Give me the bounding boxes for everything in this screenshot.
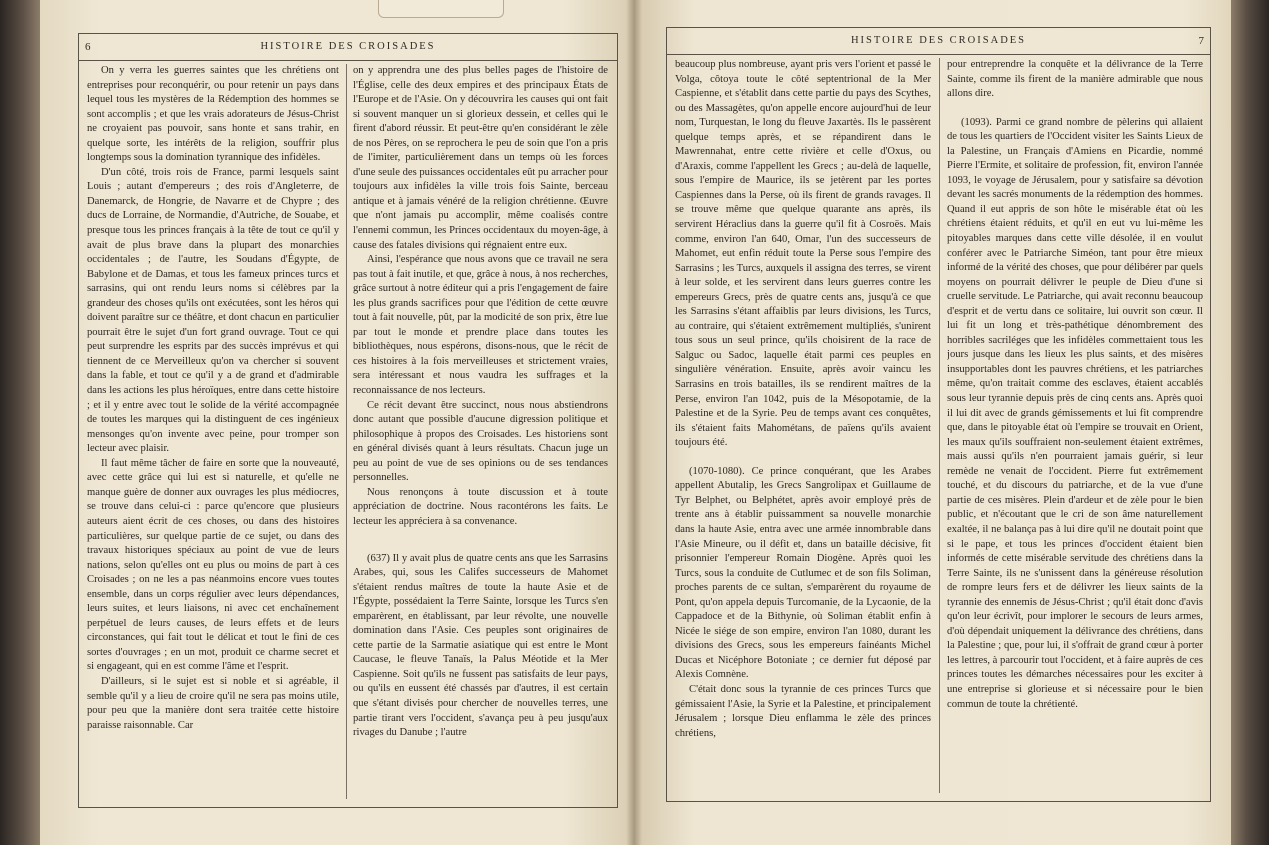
left-running-head: HISTOIRE DES CROISADES [260,41,436,52]
paragraph: C'était donc sous la tyrannie de ces princes Turcs que gémissaient l'Asie, la Syrie et la Palestine, et principalement Jérusalem ; lorsque Dieu enflamma le zèle des princes chrétiens, [675,683,931,739]
book-cover-left-edge [0,0,40,845]
paragraph: D'ailleurs, si le sujet est si noble et si agréable, il semble qu'il y a lieu de croire qu'il ne sera pas moins utile, pour peu que la manière dont sera traitée cette histoire paraisse raisonnable. Car [87,675,339,731]
right-page-number: 7 [1198,35,1204,47]
right-running-head-bar [667,28,1210,55]
left-page [40,0,634,845]
left-page-number: 6 [85,41,91,53]
book-gutter [626,0,642,845]
right-page-frame [666,27,1211,802]
column-divider [346,64,347,799]
paragraph: Nous renonçons à toute discussion et à toute appréciation de doctrine. Nous racontérons les faits. Le lecteur les appréciera à sa convenance. [353,486,608,527]
paragraph: on y apprendra une des plus belles pages de l'histoire de l'Église, celle des deux empires et des principaux États de l'Europe et de l'Asie. On y découvrira les causes qui ont fait si souvent manquer un si glorieux dessein, et celles qui le firent d'abord réussir. Et peut-être qu'en considérant le zèle de nos Pères, on se reprochera le peu de soin que l'on a pris de l'imiter, particulièrement dans un temps où les forces d'une seule des puissances occidentales eût pu arracher pour toujours aux infidèles la ville trois fois Sainte, berceau antique et à jamais vénéré de la religion chrétienne. Œuvre que n'ont jamais pu accomplir, même coalisés contre l'ennemi commun, les Princes occidentaux du moyen-âge, à cause des fatales divisions qui régnaient entre eux. [353,65,608,251]
paragraph: (637) Il y avait plus de quatre cents ans que les Sarrasins Arabes, qui, sous les Califes successeurs de Mahomet s'étaient rendus maîtres de toute la haute Asie et de l'Égypte, possédaient la Terre Sainte, lorsque les Turcs s'en emparèrent, en établissant, par leur révolte, une nouvelle domination dans l'Asie. Ces peuples sont originaires de cette partie de la Sarmatie asiatique qui est entre le Mont Caucase, le fleuve Tanaïs, la Palus Méotide et la Mer Caspienne. Soit qu'ils ne fussent pas satisfaits de leur pays, ou qu'ils en eussent été chassés par d'autres, il est certain que s'étant divisés pour chercher de nouvelles terres, une partie tirant vers l'occident, s'avança peu à peu jusqu'aux rivages du Danube ; l'autre [353,552,608,739]
paragraph: Ainsi, l'espérance que nous avons que ce travail ne sera pas tout à fait inutile, et que, grâce à nous, à nos recherches, grâce surtout à notre éditeur qui a pris l'engagement de faire les plus grands sacrifices pour que l'édition de cette œuvre tout à fait nouvelle, pût, par la modicité de son prix, être lue par tout le monde et prendre place dans toutes les bibliothèques, nous espérons, disons-nous, que le récit de ces histoires à la fois merveilleuses et strictement vraies, sera intéressant et nous vaudra les suffrages et la reconnaissance de nos lecteurs. [353,254,608,397]
left-column-2 [353,64,608,801]
paragraph: (1093). Parmi ce grand nombre de pèlerins qui allaient de tous les quartiers de l'Occident visiter les Saints Lieux de la Palestine, un Français d'Amiens en Picardie, nommé Pierre l'Ermite, et solitaire de profession, fit, environ l'année 1093, le voyage de Jérusalem, pour y satisfaire sa dévotion devant les sacrés monuments de la rédemption des hommes. Quand il eut appris de son hôte le misérable état où les chrétiens étaient réduits, et qu'il en eut vu lui-même les pitoyables marques dans cette ville désolée, il en voulut conférer avec le Patriarche Siméon, tant pour être mieux informé de la vérité des choses, que pour délibérer par quels moyens on pourrait délivrer le peuple de Dieu d'une si cruelle servitude. Le Patriarche, qui avait reconnu beaucoup d'esprit et de vertu dans ce solitaire, lui ouvrit son cœur. Il lui fit un long et très-pathétique dénombrement des horribles sacriléges que les infidèles commettaient tous les jours jusque dans les lieux les plus saints, et des misères insupportables dont les pauvres chrétiens, et les patriarches même, qu'on traitait comme des esclaves, étaient accablés sous leur tyrannie depuis près de cinq cents ans. Après quoi il lui dit avec de grands gémissements et lui fit comprendre que, dans le pitoyable état où l'empire se trouvait en Orient, les maux qu'ils souffraient non-seulement étaient extrêmes, mais aussi qu'ils n'en pourraient jamais guérir, si leur remède ne venait de l'occident. Pierre fut extrêmement touché, et du discours du patriarche, et de la vue d'une partie de ces misères. Plein d'ardeur et de zèle pour le bien public, et n'écoutant que le cri de son âme naturellement exaltée, il ne balança pas à lui dire qu'il ne doutait point que si le pape, et tous les princes d'occident étaient bien informés de cette misérable servitude des chrétiens dans la Terre Sainte, ils ne s'unissent dans la généreuse résolution de rompre leurs fers et de délivrer les lieux saints de la tyrannie des ennemis de Jésus-Christ ; qu'il était donc d'avis qu'on leur écrivît, pour implorer le secours de leurs armes, d'où dépendait uniquement la délivrance des chrétiens, dans la Palestine ; que, pour lui, il s'offrait de grand cœur à porter les lettres, à parcourir tout l'occident, et à faire auprès de ces princes toutes les démarches nécessaires pour les exciter à une entreprise si glorieuse et si nécessaire pour le bien commun de toute la chrétienté. [947,116,1203,710]
right-running-head: HISTOIRE DES CROISADES [850,35,1027,46]
left-running-head-bar [79,34,617,61]
column-divider [939,58,940,793]
left-page-frame [78,33,618,808]
paragraph: Il faut même tâcher de faire en sorte que la nouveauté, avec cette grâce qui lui est si naturelle, et qu'elle ne manque guère de donner aux ouvrages les plus médiocres, se trouve dans celui-ci : parce qu'encore que plusieurs auteurs aient écrit de ces choses, ou dans des histoires particulières, sur quelque partie de ce sujet, ou dans des travaux historiques spéciaux au point de vue de leurs nations, selon qu'elles ont eu plus ou moins de part à ces Croisades ; on ne les a pas néanmoins encore vues toutes ensemble, dans un corps régulier avec leurs dépendances, leurs suites, et leurs liaisons, ni avec cet enchaînement perpétuel de leurs causes, de leurs effets et de leurs circonstances, qui fait tout le délicat et tout le fini de ces sortes d'ouvrages ; en un mot, produit ce charme secret et si engageant, qui en est comme l'âme et l'esprit. [87,457,339,673]
right-column-1 [675,58,931,795]
right-page [634,0,1231,845]
paragraph: D'un côté, trois rois de France, parmi lesquels saint Louis ; autant d'empereurs ; des rois d'Angleterre, de Danemarck, de Hongrie, de Navarre et de Chypre ; des ducs de Lorraine, de Normandie, d'Autriche, de Souabe, et presque tous les princes français à la tête de tout ce qu'il y avait de plus brave dans la plupart des monarchies occidentales ; de l'autre, les Soudans d'Égypte, de Babylone et de Damas, et tous les fameux princes turcs et sarrasins, qui ont rendu leurs noms si célèbres par la grandeur des choses qu'ils ont exécutées, sont les héros qui doivent paraître sur ce théâtre, et dont chacun en particulier pourrait être le sujet d'un fort grand ouvrage. Tout ce qui peut surprendre les esprits par des succès imprévus et qui tiennent de ce Merveilleux qu'on va chercher si souvent dans la fable, et tout ce qu'il y a de grand et d'admirable dans les actions les plus héroïques, entre dans cette histoire ; et il y entre avec tout le solide de la vérité accompagnée de toutes les marques qui la distinguent de ces ingénieux mensonges qu'on invente avec peine, pour tromper son lecteur avec plaisir. [87,166,339,455]
paragraph: beaucoup plus nombreuse, ayant pris vers l'orient et passé le Volga, côtoya toute le côté septentrional de la Mer Caspienne, et s'établit dans cette partie du pays des Scythes, ou des Massagètes, qu'on appelle encore aujourd'hui de leur nom, Turquestan, le long du fleuve Jaxartès. Ils le passèrent quelque temps après, et se répandirent dans le Mawrennahat, entre cette rivière et celle d'Oxus, ou d'Araxis, comme l'appellent les Grecs ; au-delà de laquelle, sous l'empire de Maurice, ils se jetèrent par les portes Caspiennes dans la Perse, où ils firent de grands ravages. Il se trouve même que quelque quarante ans après, ils servirent Héraclius dans la guerre qu'il fit à Cosroës. Mais comme, environ l'an 640, Omar, l'un des successeurs de Mahomet, eut enfin réduit toute la Perse sous l'empire des Sarrasins ; les Turcs, auxquels il assigna des terres, se virent à leur solde, et les servirent dans leurs guerres contre les empereurs Grecs, près de quatre cents ans, jusqu'à ce que les Sarrasins s'étant affaiblis par leurs divisions, les Turcs, au contraire, qui s'étaient extrêmement multipliés, s'unirent tous sous un seul prince, qu'ils choisirent de la race de Salguc ou Sadoc, laquelle était parmi ces peuples en singulière vénération. Ensuite, après avoir vaincu les Sarrasins en trois batailles, ils se rendirent maîtres de la Perse, environ l'an 1042, puis de la Mésopotamie, de la Palestine et de la Syrie. Peu de temps avant ces conquêtes, ils s'étaient faits Mahométans, de païens qu'ils avaient toujours été. [675,59,931,449]
book-cover-right-edge [1231,0,1269,845]
left-column-1 [87,64,339,801]
paragraph: pour entreprendre la conquête et la délivrance de la Terre Sainte, comme ils firent de la manière admirable que nous allons dire. [947,59,1203,100]
paragraph: (1070-1080). Ce prince conquérant, que les Arabes appellent Abutalip, les Grecs Sangrolipax et Guillaume de Tyr Belphet, ou Belphétet, après avoir employé près de trente ans à établir puissamment sa nouvelle monarchie dans la haute Asie, entra avec une armée innombrable dans l'Asie Mineure, ou il défit et, dans un bataille décisive, fit prisonnier l'empereur Romain Diogène. Après quoi les Turcs, sous la conduite de Cutlumec et de son fils Soliman, proches parents de ce sultan, s'emparèrent du royaume de Pont, qu'on appela depuis Turcomanie, de la Lycaonie, de la Cappadoce et de la Bithynie, où Soliman établit enfin à Nicée le siége de son empire, environ l'an 1080, durant les divisions des Grecs, sous les empereurs fainéants Michel Ducas et Nicéphore Botoniate ; ce dernier fut déposé par Alexis Comnène. [675,465,931,681]
paragraph: On y verra les guerres saintes que les chrétiens ont entreprises pour reconquérir, ou pour retenir un pays dans lequel tous les mystères de la Rédemption des hommes se sont accomplis ; et que les vrais adorateurs de Jésus-Christ ne croyaient pas pouvoir, sans honte et sans trahir, en quelque sorte, les intérêts de la religion, souffrir plus longtemps sous la domination tyrannique des infidèles. [87,65,339,164]
bookmark-tab [378,0,504,18]
right-column-2 [947,58,1203,795]
paragraph: Ce récit devant être succinct, nous nous abstiendrons donc autant que possible d'aucune digression politique et philosophique à propos des Croisades. Les historiens sont en général divisés quant à leurs résultats. Chacun juge un peu au point de vue de ses opinions ou de ses tendances personnelles. [353,399,608,484]
